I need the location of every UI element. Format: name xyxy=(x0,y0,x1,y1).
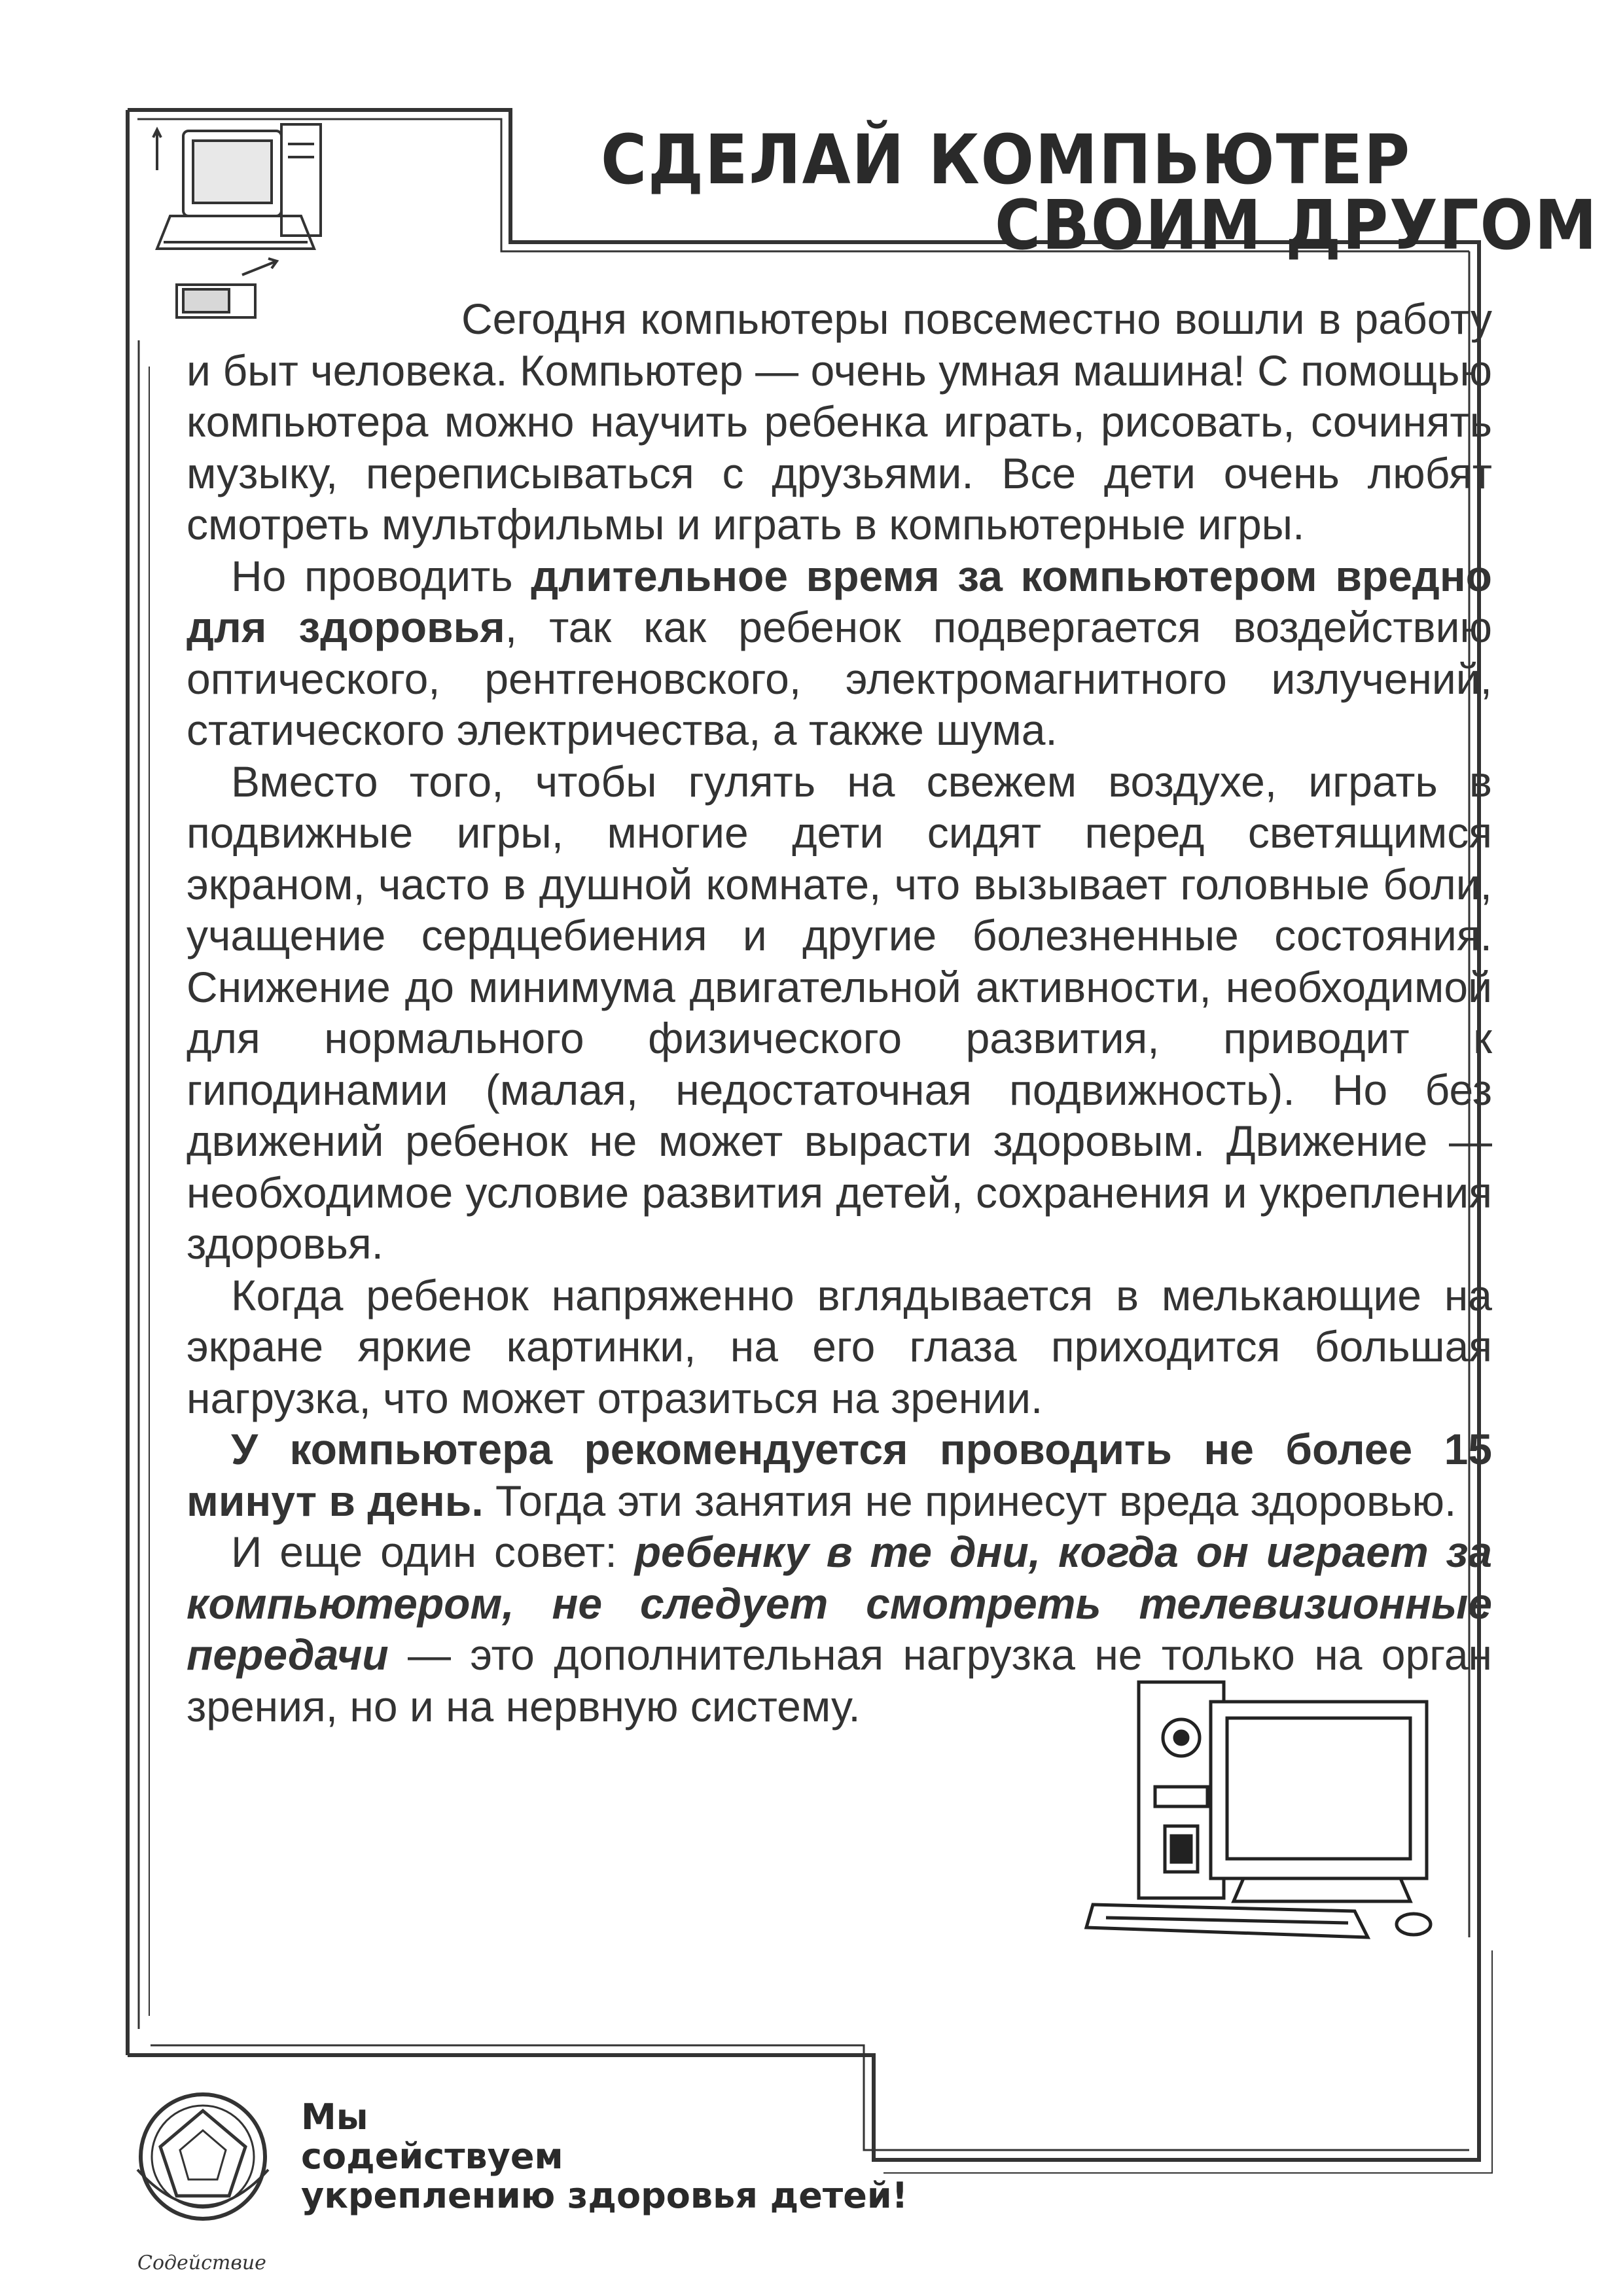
paragraph-4: Когда ребенок напряженно вглядывается в мелькающие на экране яркие картинки, на его глаза приходится большая нагрузка, что может отразиться на зрении. xyxy=(187,1270,1492,1422)
footer-slogan xyxy=(301,2098,908,2215)
title-line-2: СВОИМ ДРУГОМ xyxy=(995,185,1598,265)
paragraph-2-end: , так как ребенок подвергается воздействию оптического, рентгеновского, электромагнитного излучений, статического электричества, а также шума. xyxy=(187,603,1492,754)
paragraph-5 xyxy=(187,1424,1492,1526)
title-line-1: СДЕЛАЙ КОМПЬЮТЕР xyxy=(601,120,1411,200)
paragraph-5-bold: У компьютера рекомендуется проводить не более 15 минут в день. xyxy=(187,1425,1492,1525)
desktop-computer-icon xyxy=(1080,1676,1446,1950)
footer-line-3: укреплению здоровья детей! xyxy=(301,2175,908,2216)
logo-caption: Содействие xyxy=(137,2251,266,2274)
paragraph-6-start: И еще один совет: xyxy=(231,1528,635,1576)
paragraph-3: Вместо того, чтобы гулять на свежем воздухе, играть в подвижные игры, многие дети сидят перед светящимся экраном, часто в душной комнате, что вызывает головные боли, учащение сердцебиения и другие болезненные состояния. Снижение до минимума двигательной активности, необходимой для нормального физического развития, приводит к гиподинамии (малая, недостаточная подвижность). Но без движений ребенок не может вырасти здоровым. Движение — необходимое условие развития детей, сохранения и укрепления здоровья. xyxy=(187,757,1492,1268)
sodeystvie-logo-icon xyxy=(131,2085,275,2229)
paragraph-2-bold: длительное время за компьютером вредно для здоровья xyxy=(187,551,1492,651)
article-body xyxy=(187,293,1492,1732)
paragraph-2-start: Но проводить xyxy=(231,551,531,600)
footer-line-2: содействуем xyxy=(301,2136,563,2177)
paragraph-6-end: — это дополнительная нагрузка не только на орган зрения, но и на нервную систему. xyxy=(187,1630,1492,1731)
paragraph-1: Сегодня компьютеры повсеместно вошли в работу и быт человека. Компьютер — очень умная машина! С помощью компьютера можно научить ребенка играть, рисовать, сочинять музыку, переписываться с друзьями. Все дети очень любят смотреть мультфильмы и играть в компьютерные игры. xyxy=(187,295,1492,548)
footer-line-1: Мы xyxy=(301,2096,368,2138)
paragraph-5-end: Тогда эти занятия не принесут вреда здоровью. xyxy=(483,1476,1457,1525)
paragraph-6-bold-italic: ребенку в те дни, когда он играет за компьютером, не следует смотреть телевизионные передачи xyxy=(187,1528,1492,1679)
paragraph-2 xyxy=(187,550,1492,756)
